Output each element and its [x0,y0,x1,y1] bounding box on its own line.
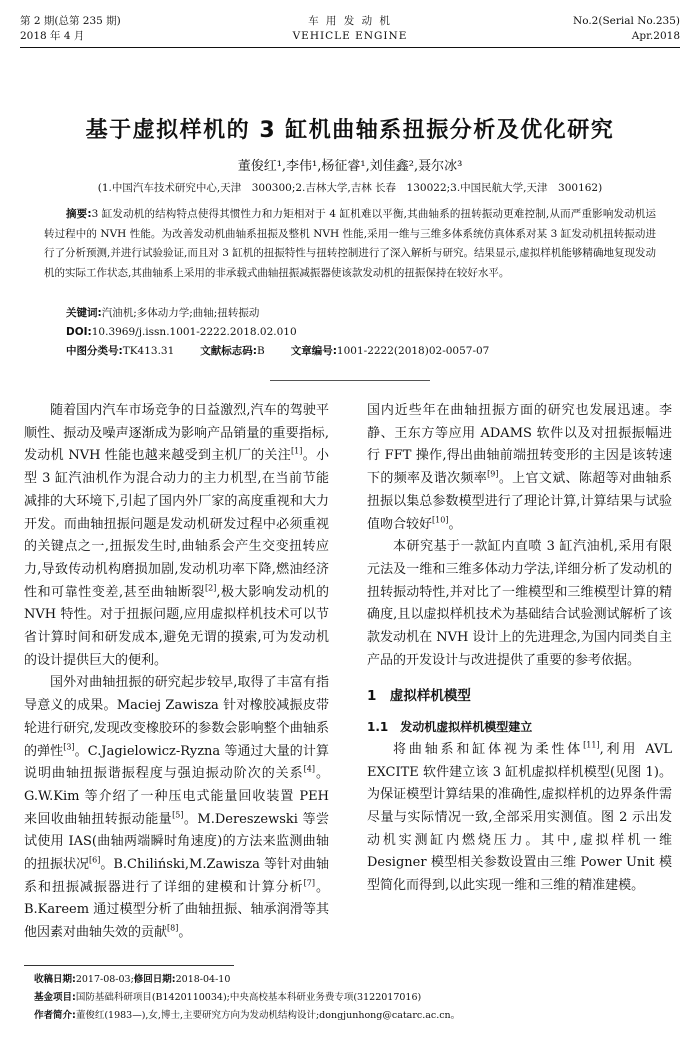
clc-label: 中图分类号: [66,345,123,357]
citation: [1] [291,447,303,457]
body-paragraph: 随着国内汽车市场竞争的日益激烈,汽车的驾驶平顺性、振动及噪声逐渐成为影响产品销量的重要指标,发动机 NVH 性能也越来越受到主机厂的关注[1]。小型 3 缸汽油机作为混合动力的主力机型,在当前节能减排的大环境下,引起了国内外厂家的高度重视和大力开发。而曲轴扭振问题是发动机研发过程中必须重视的关键点之一,扭振发生时,曲轴系会产生交变扭转应力,导致传动机构磨损加剧,发动机功率下降,燃油经济性和可靠性变差,甚至曲轴断裂[2],极大影响发动机的 NVH 特性。对于扭振问题,应用虚拟样机技术可以节省计算时间和研发成本,避免无谓的摸索,可为发动机的设计提供巨大的便利。 [24,403,329,668]
citation: [2] [205,583,217,593]
doi [66,325,297,340]
citation: [4] [303,764,315,774]
abstract-divider [270,380,430,381]
footnote-rule [24,965,234,966]
clc-value: TK413.31 [122,345,175,357]
citation: [11] [583,740,600,750]
running-header-right [573,14,680,44]
doi-text: 10.3969/j.issn.1001-2222.2018.02.010 [91,326,297,338]
abstract-text: 3 缸发动机的结构特点使得其惯性力和力矩相对于 4 缸机难以平衡,其曲轴系的扭转振动更难控制,从而严重影响发动机运转过程中的 NVH 性能。为改善发动机曲轴系扭振及整机 NVH 性能,采用一维与三维多体系统仿真体系对某 3 缸发动机扭转振动进行了分析预测,并进行试验验证,而且对 3 缸机的扭振特性与扭转控制进行了深入解析与研究。结果显示,虚拟样机能够精确地复现发动机的实际工作状态,其曲轴系上采用的非承载式曲轴扭振减振器使该款发动机的扭振保持在较好水平。 [44,208,657,279]
affiliations: (1.中国汽车技术研究中心,天津 300300;2.吉林大学,吉林 长春 130022;3.中国民航大学,天津 300162) [97,182,603,194]
classification-line [66,344,489,359]
doc-code-value: B [257,345,265,357]
paper-title: 基于虚拟样机的 3 缸机曲轴系扭振分析及优化研究 [85,118,615,143]
doi-label: DOI: [66,326,92,338]
citation: [6] [89,855,101,865]
body-paragraph: 国内近些年在曲轴扭振方面的研究也发展迅速。李静、王东方等应用 ADAMS 软件以及对扭振振幅进行 FFT 操作,得出曲轴前端扭转变形的主因是该转速下的频率及谐次频率[9]。上官文斌、陈超等对曲轴系扭振以集总参数模型进行了理论计算,计算结果与试验值吻合较好[10]。 [367,403,672,532]
header-rule [20,47,680,48]
citation: [10] [432,515,449,525]
citation: [8] [167,923,179,933]
article-number-label: 文章编号: [290,345,337,357]
citation: [5] [172,810,184,820]
issue-en: No.2(Serial No.235) [573,15,680,27]
keywords [66,306,259,321]
keywords-label: 关键词: [66,307,102,319]
author-list: 董俊红¹,李伟¹,杨征睿¹,刘佳鑫²,聂尔冰³ [237,159,463,174]
footnote-dates: 收稿日期:2017-08-03;修回日期:2018-04-10 [34,974,231,985]
body-paragraph: 将曲轴系和缸体视为柔性体[11],利用 AVL EXCITE 软件建立该 3 缸机虚拟样机模型(见图 1)。为保证模型计算结果的准确性,虚拟样机的边界条件需尽量与实际情况一致,全部采用实测值。图 2 示出发动机实测缸内燃烧压力。其中,虚拟样机一维 Designer 模型相关参数设置由三维 Power Unit 模型简化而得到,以此实现一维和三维的精准建模。 [367,740,672,894]
citation: [7] [303,878,315,888]
date-cn: 2018 年 4 月 [20,30,85,42]
footnote-author: 作者简介:董俊红(1983—),女,博士,主要研究方向为发动机结构设计;dongjunhong@catarc.ac.cn。 [34,1010,461,1021]
article-number-value: 1001-2222(2018)02-0057-07 [336,345,490,357]
doc-code-label: 文献标志码: [200,345,257,357]
issue-cn: 第 2 期(总第 235 期) [20,15,121,27]
left-column [24,400,329,945]
body-paragraph: 国外对曲轴扭振的研究起步较早,取得了丰富有指导意义的成果。Maciej Zawisza 针对橡胶减振皮带轮进行研究,发现改变橡胶环的参数会影响整个曲轴系的弹性[3]。C.Jagielowicz-Ryzna 等通过大量的计算说明曲轴扭振谐振程度与强迫振动阶次的关系[4]。G.W.Kim 等介绍了一种压电式能量回收装置 PEH 来回收曲轴扭转振动能量[5]。M.Dereszewski 等尝试使用 IAS(曲轴两端瞬时角速度)的方法来监测曲轴的扭振状况[6]。B.Chiliński,M.Zawisza 等针对曲轴系和扭振减振器进行了详细的建模和计算分析[7]。B.Kareem 通过模型分析了曲轴扭振、轴承润滑等其他因素对曲轴失效的贡献[8]。 [24,675,329,941]
citation: [9] [487,469,499,479]
footnote-funding: 基金项目:国防基础科研项目(B1420110034);中央高校基本科研业务费专项(3122017016) [34,992,422,1003]
body-paragraph: 本研究基于一款缸内直喷 3 缸汽油机,采用有限元法及一维和三维多体动力学法,详细分析了发动机的扭转振动特性,并对比了一维模型和三维模型计算的精确度,且以虚拟样机技术为基础结合试验测试解析了该款发动机在 NVH 设计上的先进理念,为国内同类自主产品的开发设计与改进提供了重要的参考依据。 [367,539,672,668]
journal-cn: 车 用 发 动 机 [308,15,392,27]
right-column [367,400,672,898]
abstract-label: 摘要: [66,208,92,220]
abstract [44,205,656,283]
journal-en: VEHICLE ENGINE [292,30,408,42]
subsection-heading: 1.1 发动机虚拟样机模型建立 [367,720,533,735]
citation: [3] [63,742,75,752]
section-heading: 1 虚拟样机模型 [367,688,471,705]
date-en: Apr.2018 [631,30,680,42]
keywords-text: 汽油机;多体动力学;曲轴;扭转振动 [101,307,260,319]
